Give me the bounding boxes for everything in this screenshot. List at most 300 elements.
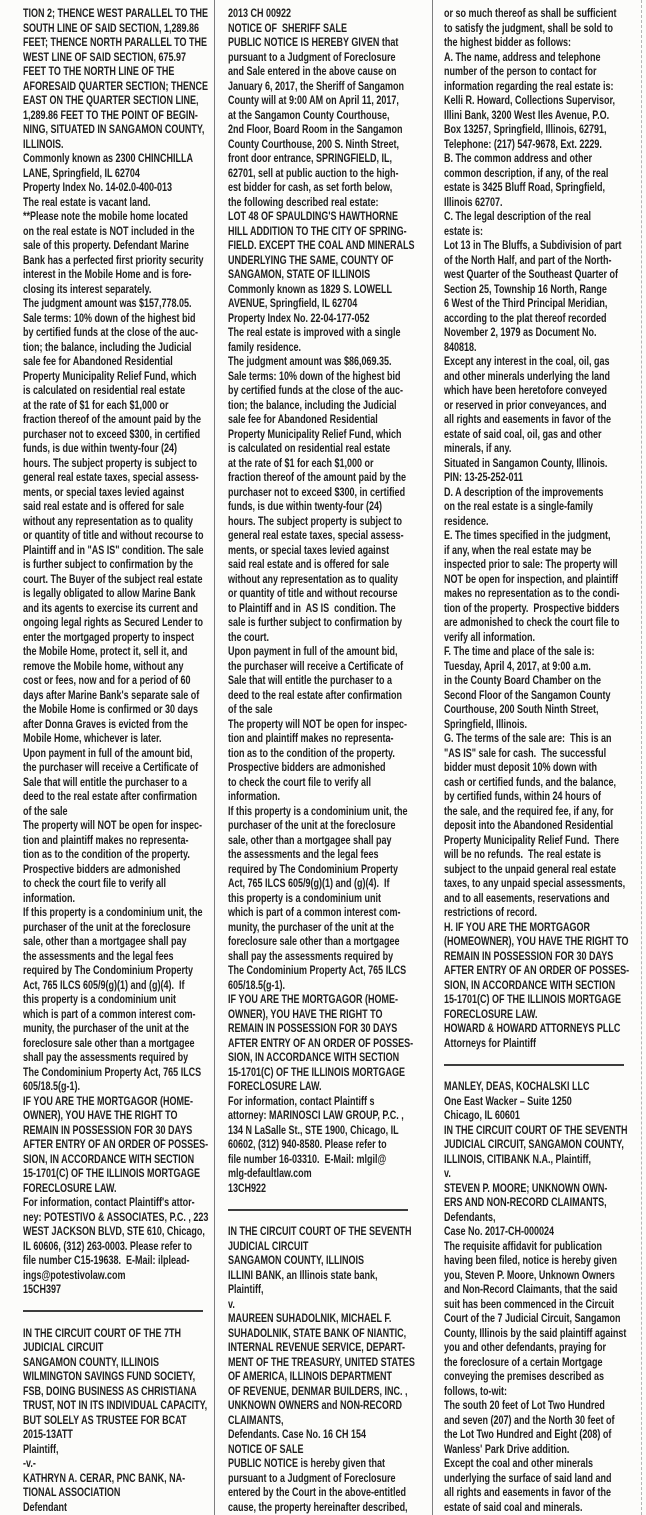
notice-line: sale of this property. Defendant Marine [23,238,189,252]
notice-line: 605/18.5(g-1). [228,977,286,992]
notice-line: Attorneys for Plaintiff [444,1035,537,1050]
notice-line: WILMINGTON SAVINGS FUND SOCIETY, [23,1369,196,1383]
notice-line: Court of the 7 Judicial Circuit, Sangamon [444,1311,621,1325]
notice-line: purchaser of the unit at the foreclosure [228,818,396,832]
notice-line: the court. [228,629,270,644]
notice-line: estate is 3425 Bluff Road, Springfield, [444,180,606,194]
notice-line: For information, contact Plaintiff's attor- [23,1195,195,1209]
notice-line: (HOMEOWNER), YOU HAVE THE RIGHT TO [444,934,629,948]
notice-line: which have been heretofore conveyed [444,383,608,397]
notice-line: days after Marine Bank's separate sale of [23,687,200,702]
notice-line: The south 20 feet of Lot Two Hundred [444,1398,605,1412]
notice-line: ney: POTESTIVO & ASSOCIATES, P.C. , 223 [23,1209,209,1224]
notice-line: 60602, (312) 940-8580. Please refer to [228,1137,387,1151]
notice-line: Upon payment in full of the amount bid, [23,745,193,760]
notice-line: 15-1701(C) OF THE ILLINOIS MORTGAGE [228,1064,406,1079]
notice-line: OWNER), YOU HAVE THE RIGHT TO [23,1108,178,1122]
notice-line: to satisfy the judgment, shall be sold to [444,20,614,35]
notice-line: residence. [444,513,489,528]
notice-line: County will at 9:00 AM on April 11, 2017, [228,93,399,107]
notice-line: SOUTH LINE OF SAID SECTION, 1,289.86 [23,20,200,35]
notice-line: this property is a condominium unit [228,890,382,905]
notice-line: 15-1701(C) OF THE ILLINOIS MORTGAGE [23,1166,201,1180]
notice-line: follows, to-wit: [444,1383,507,1398]
notice-line: of the North Half, and part of the North- [444,252,612,267]
notice-line: the Mobile Home, protect it, sell it, and [23,644,188,658]
notice-line: JUDICIAL CIRCUIT [23,1340,104,1354]
notice-line: "AS IS" sale for cash. The successful [444,745,607,760]
notice-line: UNDERLYING THE SAME, COUNTY OF [228,252,394,267]
notice-line: Sale that will entitle the purchaser to a [228,673,393,687]
notice-separator [444,1050,632,1079]
notice-line: SANGAMON, STATE OF ILLINOIS [228,267,371,281]
notice-line: TRUST, NOT IN ITS INDIVIDUAL CAPACITY, [23,1398,208,1412]
notice-line: by certified funds at the close of the auc- [228,383,404,397]
notice-line: ILLINI BANK, an Illinois state bank, [228,1267,378,1282]
notice-line: The judgment amount was $86,069.35. [228,354,392,368]
notice-line: ongoing legal rights as Secured Lender to [23,615,204,629]
notice-line: Illinois 62707. [444,194,503,209]
notice-line: information regarding the real estate is: [444,78,614,93]
notice-line: mlg-defaultlaw.com [228,1166,312,1180]
notice-line: and seven (207) and the North 30 feet of [444,1412,615,1427]
notice-line: IN THE CIRCUIT COURT OF THE SEVENTH [444,1122,628,1137]
notice-line: MANLEY, DEAS, KOCHALSKI LLC [444,1079,590,1093]
notice-line: The Condominium Property Act, 765 ILCS [23,1064,202,1079]
notice-line: UNKNOWN OWNERS and NON-RECORD [228,1398,402,1412]
notice-line: funds, is due within twenty-four (24) [23,441,178,455]
notice-line: TIONAL ASSOCIATION [23,1485,121,1499]
notice-line: 62701, sell at public auction to the high- [228,165,399,180]
notice-line: enter the mortgaged property to inspect [23,629,195,644]
notice-line: Defendant [23,1499,68,1514]
notice-line: are admonished to check the court file to [444,615,620,629]
notice-line: information. [23,890,75,905]
notice-line: ments, or special taxes levied against [228,542,390,557]
notice-line: or quantity of title and without recourse [228,586,398,600]
notice-line: 605/18.5(g-1). [23,1079,81,1093]
notice-line: general real estate taxes, special assess- [228,528,404,542]
notice-line: closing its interest separately. [23,281,152,296]
notice-line: the Lot Two Hundred and Eight (208) of [444,1427,612,1441]
notice-line: TION 2; THENCE WEST PARALLEL TO THE [23,6,209,20]
notice-line: number of the person to contact for [444,64,597,78]
notice-line: deed to the real estate after confirmation [23,789,198,803]
notice-line: the highest bidder as follows: [444,35,572,49]
notice-line: front door entrance, SPRINGFIELD, IL, [228,151,393,165]
notice-line: C. The legal description of the real [444,209,592,223]
notice-line: and other minerals underlying the land [444,368,611,383]
notice-line: SION, IN ACCORDANCE WITH SECTION [23,1151,195,1166]
notice-line: AFTER ENTRY OF AN ORDER OF POSSES- [444,963,630,977]
notice-line: on the real estate is NOT included in the [23,223,195,238]
notice-line: court. The Buyer of the subject real estate [23,571,203,586]
notice-line: Box 13257, Springfield, Illinois, 62791, [444,122,607,136]
notice-line: AFTER ENTRY OF AN ORDER OF POSSES- [228,1035,414,1050]
notice-line: hours. The subject property is subject to [23,455,198,470]
notice-line: pursuant to a Judgment of Foreclosure [228,49,396,64]
notice-line: MAUREEN SUHADOLNIK, MICHAEL F. [228,1311,392,1325]
notice-line: OWNER), YOU HAVE THE RIGHT TO [228,1006,383,1021]
notice-line: ILLINOIS, CITIBANK N.A., Plaintiff, [444,1151,591,1166]
notice-line: by certified funds, within 24 hours of [444,789,602,803]
notice-line: Case No. 2017-CH-000024 [444,1224,555,1238]
notice-line: is further subject to confirmation by the [23,557,194,571]
notice-line: SION, IN ACCORDANCE WITH SECTION [228,1050,400,1064]
notice-line: Sale that will entitle the purchaser to a [23,774,188,789]
notice-line: required by The Condominium Property [228,861,399,876]
notice-line: Chicago, IL 60601 [444,1108,520,1122]
notice-line: G. The terms of the sale are: This is an [444,731,612,745]
notice-line: v. [444,1166,451,1180]
notice-line: HOWARD & HOWARD ATTORNEYS PLLC [444,1021,621,1035]
notice-line: the following described real estate: [228,194,379,209]
notice-line: 840818. [444,339,477,354]
notice-line: Defendants. Case No. 16 CH 154 [228,1427,367,1441]
notice-line: tion and plaintiff makes no representa- [23,832,189,847]
notice-line: REMAIN IN POSSESSION FOR 30 DAYS [228,1021,398,1035]
notice-line: suit has been commenced in the Circuit [444,1296,615,1311]
notice-line: to check the court file to verify all [228,774,372,789]
column-1 [23,6,211,1514]
notice-line: If this property is a condominium unit, the [228,803,408,818]
notice-line: H. IF YOU ARE THE MORTGAGOR [444,919,591,934]
notice-line: the purchaser will receive a Certificate of [228,658,404,673]
notice-line: the purchaser will receive a Certificate of [23,760,199,774]
notice-line: required by The Condominium Property [23,963,194,977]
notice-line: is calculated on residential real estate [23,383,186,397]
notice-line: WEST JACKSON BLVD, STE 610, Chicago, [23,1224,205,1238]
notice-line: NING, SITUATED IN SANGAMON COUNTY, [23,122,205,136]
notice-line: without any representation as to quality [23,513,194,528]
notice-line: Sale terms: 10% down of the highest bid [23,310,196,325]
notice-line: est bidder for cash, as set forth below, [228,180,393,194]
notice-line: FORECLOSURE LAW. [23,1180,117,1195]
notice-line: WEST LINE OF SAID SECTION, 675.97 [23,49,187,64]
notice-line: Prospective bidders are admonished [23,861,181,876]
notice-line: ILLINOIS. [23,136,64,151]
notice-line: IF YOU ARE THE MORTGAGOR (HOME- [228,992,399,1006]
notice-line: deed to the real estate after confirmation [228,687,403,702]
notice-line: January 6, 2017, the Sheriff of Sangamon [228,78,405,93]
notice-line: EAST ON THE QUARTER SECTION LINE, [23,93,199,107]
notice-line: cause, the property hereinafter described, [228,1499,408,1514]
notice-line: the assessments and the legal fees [23,948,174,963]
notice-line: file number C15-19638. E-Mail: ilplead- [23,1253,190,1267]
notice-line: B. The common address and other [444,151,593,165]
notice-line: or quantity of title and without recourse to [23,528,204,542]
notice-line: Act, 765 ILCS 605/9(g)(1) and (g)(4). If [228,876,390,890]
notice-line: interest in the Mobile Home and is fore- [23,267,192,281]
notice-line: Act, 765 ILCS 605/9(g)(1) and (g)(4). If [23,977,185,992]
notice-line: FSB, DOING BUSINESS AS CHRISTIANA [23,1383,197,1398]
notice-line: November 2, 1979 as Document No. [444,325,597,339]
column-2 [228,6,416,1514]
notice-line: Plaintiff, [23,1441,59,1456]
notice-line: without any representation as to quality [228,571,399,586]
notice-line: v. [228,1296,235,1311]
notice-line: fraction thereof of the amount paid by the [228,470,407,484]
notice-separator [228,1195,416,1224]
notice-line: NOT be open for inspection, and plaintiff [444,571,618,586]
notice-line: munity, the purchaser of the unit at the [228,919,394,934]
notice-line: all rights and easements in favor of the [444,1485,612,1499]
notice-line: JUDICIAL CIRCUIT [228,1238,309,1253]
notice-line: hours. The subject property is subject to [228,513,403,528]
notice-line: E. The times specified in the judgment, [444,528,611,542]
notice-line: tion; the balance, including the Judicial [228,397,397,412]
notice-line: general real estate taxes, special assess- [23,470,199,484]
notice-line: estate is: [444,223,484,238]
notice-line: PIN: 13-25-252-011 [444,470,524,484]
notice-line: fraction thereof of the amount paid by the [23,412,202,426]
notice-line: which is part of a common interest com- [228,905,401,919]
notice-line: cash or certified funds, and the balance, [444,774,617,789]
notice-line: if any, when the real estate may be [444,542,592,557]
notice-line: STEVEN P. MOORE; UNKNOWN OWN- [444,1180,608,1195]
notice-line: The real estate is improved with a single [228,325,401,339]
notice-line: REMAIN IN POSSESSION FOR 30 DAYS [23,1122,193,1137]
column-divider-2 [432,0,433,1515]
notice-line: you, Steven P. Moore, Unknown Owners [444,1267,615,1282]
notice-line: cost or fees, now and for a period of 60 [23,673,191,687]
notice-line: FORECLOSURE LAW. [228,1079,322,1093]
notice-line: Illini Bank, 3200 West Iles Avenue, P.O. [444,107,610,122]
notice-line: the sale, and the required fee, if any, for [444,803,614,818]
notice-line: west Quarter of the Southeast Quarter of [444,267,619,281]
notice-line: Property Index No. 22-04-177-052 [228,310,370,325]
notice-line: NOTICE OF SALE [228,1441,304,1456]
notice-line: estate of said coal, oil, gas and other [444,426,602,441]
notice-line: One East Wacker – Suite 1250 [444,1093,572,1108]
notice-line: bidder must deposit 10% down with [444,760,598,774]
notice-line: SUHADOLNIK, STATE BANK OF NIANTIC, [228,1325,407,1340]
notice-line: restrictions of record. [444,905,538,919]
notice-line: Commonly known as 1829 S. LOWELL [228,281,393,296]
notice-line: FIELD. EXCEPT THE COAL AND MINERALS [228,238,415,252]
notice-line: said real estate and is offered for sale [228,557,390,571]
notice-line: the assessments and the legal fees [228,847,379,861]
notice-line: The real estate is vacant land. [23,194,151,209]
notice-line: munity, the purchaser of the unit at the [23,1021,189,1035]
notice-line: shall pay the assessments required by [23,1050,189,1064]
notice-line: or reserved in prior conveyances, and [444,397,607,412]
notice-line: funds, is due within twenty-four (24) [228,499,383,513]
notice-line: F. The time and place of the sale is: [444,644,595,658]
notice-line: 6 West of the Third Principal Meridian, [444,296,608,310]
notice-line: AFTER ENTRY OF AN ORDER OF POSSES- [23,1137,209,1151]
notice-line: sale is further subject to confirmation by [228,615,403,629]
notice-line: and to all easements, reservations and [444,890,610,905]
notice-line: Mobile Home, whichever is later. [23,731,162,745]
notice-line: A. The name, address and telephone [444,49,601,64]
notice-line: at the Sangamon County Courthouse, [228,107,390,122]
notice-line: Plaintiff and in "AS IS" condition. The sale [23,542,204,557]
notice-line: County, Illinois by the said plaintiff against [444,1325,627,1340]
notice-line: 15CH397 [23,1282,62,1296]
notice-line: KATHRYN A. CERAR, PNC BANK, NA- [23,1470,186,1485]
notice-line: 15-1701(C) OF THE ILLINOIS MORTGAGE [444,992,622,1006]
notice-line: taxes, to any unpaid special assessments, [444,876,626,890]
notice-line: Plaintiff, [228,1282,264,1296]
notice-line: the Mobile Home is confirmed or 30 days [23,702,199,716]
notice-line: FEET; THENCE NORTH PARALLEL TO THE [23,35,208,49]
notice-line: 2nd Floor, Board Room in the Sangamon [228,122,403,136]
notice-line: D. A description of the improvements [444,484,604,499]
notice-line: estate of said coal and minerals. [444,1499,583,1514]
notice-line: LANE, Springfield, IL 62704 [23,165,140,180]
notice-line: purchaser not to exceed $300, in certified [228,484,406,499]
notice-line: For information, contact Plaintiff s [228,1093,375,1108]
notice-line: Courthouse, 200 South Ninth Street, [444,702,599,716]
notice-line: ERS AND NON-RECORD CLAIMANTS, [444,1195,607,1209]
notice-line: SANGAMON COUNTY, ILLINOIS [228,1253,365,1267]
notice-line: at the rate of $1 for each $1,000 or [228,455,374,470]
notice-line: and Non-Record Claimants, that the said [444,1282,618,1296]
notice-line: County Courthouse, 200 S. Ninth Street, [228,136,400,151]
notice-line: Tuesday, April 4, 2017, at 9:00 a.m. [444,658,591,673]
notice-line: Upon payment in full of the amount bid, [228,644,398,658]
notice-line: The judgment amount was $157,778.05. [23,296,192,310]
notice-line: according to the plat thereof recorded [444,310,607,325]
notice-line: pursuant to a Judgment of Foreclosure [228,1470,396,1485]
notice-line: makes no representation as to the condi- [444,586,620,600]
page-edge-rule [641,0,642,1515]
notice-line: Bank has a perfected first priority security [23,252,204,267]
notice-line: inspected prior to sale: The property will [444,557,618,571]
notice-line: verify all information. [444,629,536,644]
notice-line: 13CH922 [228,1180,267,1195]
notice-line: Prospective bidders are admonished [228,760,386,774]
notice-line: BUT SOLELY AS TRUSTEE FOR BCAT [23,1412,187,1427]
notice-line: MENT OF THE TREASURY, UNITED STATES [228,1354,415,1369]
notice-line: Except the coal and other minerals [444,1456,594,1470]
column-divider-1 [214,0,215,1515]
notice-line: having been filed, notice is hereby given [444,1253,618,1267]
notice-line: OF AMERICA, ILLINOIS DEPARTMENT [228,1369,393,1383]
notice-line: sale, other than a mortgagee shall pay [23,934,187,948]
notice-line: Lot 13 in The Bluffs, a Subdivision of part [444,238,622,252]
notice-line: CLAIMANTS, [228,1412,284,1427]
notice-line: INTERNAL REVENUE SERVICE, DEPART- [228,1340,406,1354]
notice-line: underlying the surface of said land and [444,1470,612,1485]
notice-line: information. [228,789,280,803]
notice-line: PUBLIC NOTICE IS HEREBY GIVEN that [228,35,399,49]
notice-line: 134 N LaSalle St., STE 1900, Chicago, IL [228,1122,399,1137]
notice-line: and Sale entered in the above cause on [228,64,397,78]
notice-line: Defendants, [444,1209,496,1224]
notice-line: SION, IN ACCORDANCE WITH SECTION [444,977,616,992]
notice-line: subject to the unpaid general real estate [444,861,617,876]
notice-line: 2015-13ATT [23,1427,73,1441]
notice-line: purchaser of the unit at the foreclosure [23,919,191,934]
notice-line: tion of the property. Prospective bidders [444,600,620,615]
notice-line: AFORESAID QUARTER SECTION; THENCE [23,78,209,93]
notice-line: minerals, if any. [444,441,512,455]
notice-line: is legally obligated to allow Marine Bank [23,586,196,600]
notice-line: FEET TO THE NORTH LINE OF THE [23,64,175,78]
notice-line: The property will NOT be open for inspec- [23,818,203,832]
notice-line: at the rate of $1 for each $1,000 or [23,397,169,412]
notice-line: you and other defendants, praying for [444,1340,607,1354]
notice-line: The property will NOT be open for inspec- [228,716,408,731]
notice-line: attorney: MARINOSCI LAW GROUP, P.C. , [228,1108,404,1122]
notice-line: file number 16-03310. E-Mail: mlgil@ [228,1151,387,1166]
notice-line: tion; the balance, including the Judicial [23,339,192,354]
notice-line: **Please note the mobile home located [23,209,189,223]
notice-line: AVENUE, Springfield, IL 62704 [228,296,358,310]
notice-line: sale, other than a mortgagee shall pay [228,832,392,847]
notice-line: Situated in Sangamon County, Illinois. [444,455,608,470]
notice-line: JUDICIAL CIRCUIT, SANGAMON COUNTY, [444,1137,624,1151]
notice-line: Section 25, Township 16 North, Range [444,281,607,296]
notice-line: sale fee for Abandoned Residential [228,412,378,426]
notice-line: Property Municipality Relief Fund. There [444,832,620,847]
notice-line: said real estate and is offered for sale [23,499,185,513]
notice-line: Wanless' Park Drive addition. [444,1441,570,1456]
notice-line: and its agents to exercise its current and [23,600,199,615]
notice-line: this property is a condominium unit [23,992,177,1006]
notice-line: of the sale [23,803,68,818]
notice-line: -v.- [23,1456,36,1470]
notice-line: Commonly known as 2300 CHINCHILLA [23,151,194,165]
notice-line: remove the Mobile home, without any [23,658,184,673]
notice-line: is calculated on residential real estate [228,441,391,455]
notice-line: IF YOU ARE THE MORTGAGOR (HOME- [23,1093,194,1108]
notice-line: purchaser not to exceed $300, in certified [23,426,201,441]
notice-line: will be no refunds. The real estate is [444,847,602,861]
notice-line: entered by the Court in the above-entitled [228,1485,407,1499]
notice-line: 2013 CH 00922 [228,6,292,20]
notice-line: Telephone: (217) 547-9678, Ext. 2229. [444,136,602,151]
notice-line: PUBLIC NOTICE is hereby given that [228,1456,386,1470]
notice-line: by certified funds at the close of the auc- [23,325,199,339]
notice-line: Sale terms: 10% down of the highest bid [228,368,401,383]
notice-line: Property Municipality Relief Fund, which [23,368,197,383]
notice-line: Springfield, Illinois. [444,716,528,731]
notice-line: on the real estate is a single-family [444,499,594,513]
notice-line: 1,289.86 FEET TO THE POINT OF BEGIN- [23,107,198,122]
notice-line: FORECLOSURE LAW. [444,1006,538,1021]
notice-line: tion as to the condition of the property. [23,847,190,861]
notice-line: NOTICE OF SHERIFF SALE [228,20,348,35]
notice-line: in the County Board Chamber on the [444,673,602,687]
notice-line: of the sale [228,702,273,716]
notice-line: IN THE CIRCUIT COURT OF THE SEVENTH [228,1224,412,1238]
notice-line: family residence. [228,339,302,354]
notice-line: deposit into the Abandoned Residential [444,818,614,832]
notice-line: the foreclosure of a certain Mortgage [444,1354,603,1369]
notice-line: tion as to the condition of the property. [228,745,395,760]
notice-line: The requisite affidavit for publication [444,1238,603,1253]
notice-line: ings@potestivolaw.com [23,1267,126,1282]
notice-line: sale fee for Abandoned Residential [23,354,173,368]
notice-line: If this property is a condominium unit, the [23,905,203,919]
notice-separator [23,1297,211,1326]
notice-line: HILL ADDITION TO THE CITY OF SPRING- [228,223,407,238]
notice-line: Property Index No. 14-02.0-400-013 [23,180,173,194]
notice-line: common description, if any, of the real [444,165,609,180]
notice-line: Property Municipality Relief Fund, which [228,426,402,441]
notice-line: or so much thereof as shall be sufficient [444,6,617,20]
notice-line: tion and plaintiff makes no representa- [228,731,394,745]
notice-line: Second Floor of the Sangamon County [444,687,611,702]
notice-line: SANGAMON COUNTY, ILLINOIS [23,1354,160,1369]
notice-line: The Condominium Property Act, 765 ILCS [228,963,407,977]
notice-line: IN THE CIRCUIT COURT OF THE 7TH [23,1325,182,1340]
notice-line: OF REVENUE, DENMAR BUILDERS, INC. , [228,1383,408,1398]
notice-line: foreclosure sale other than a mortgagee [23,1035,195,1050]
